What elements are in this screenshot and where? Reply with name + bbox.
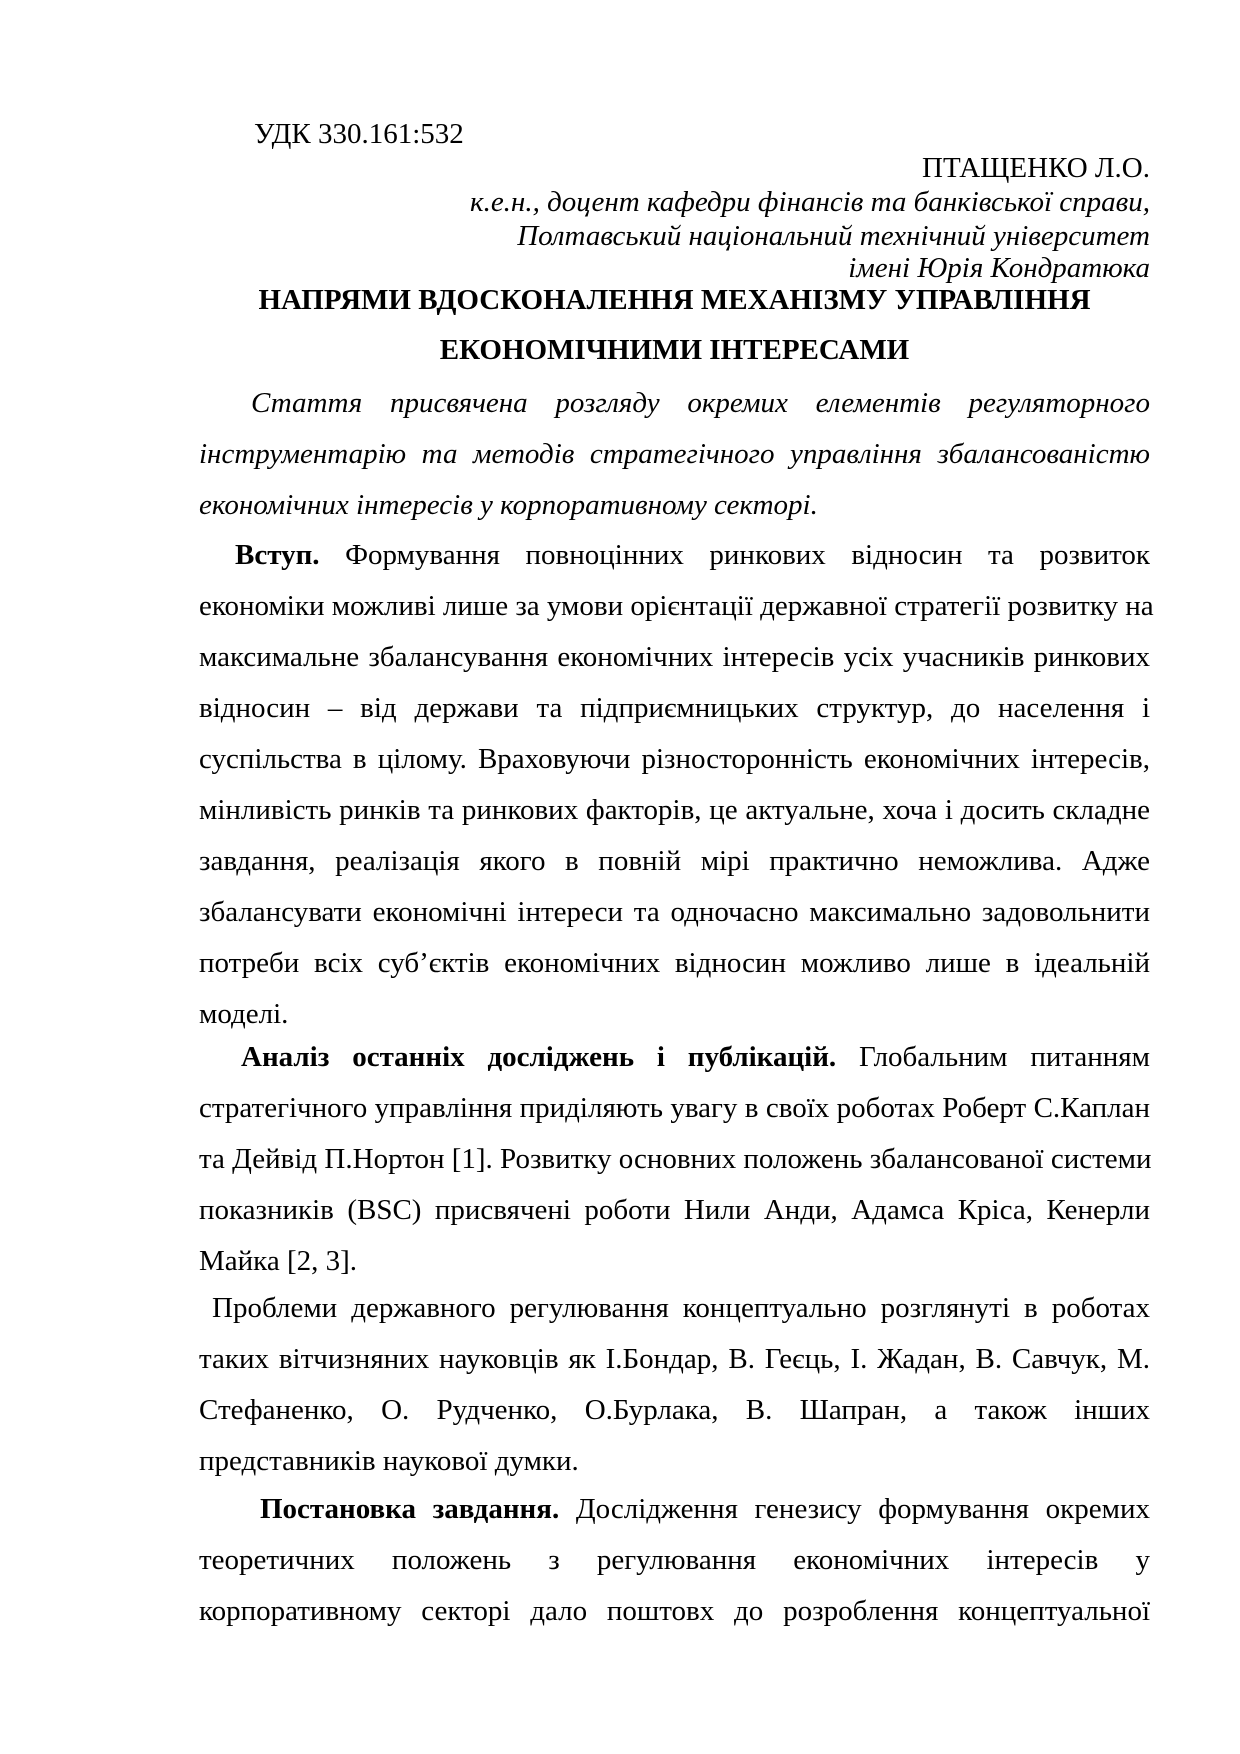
abstract	[199, 378, 1150, 531]
line-text: таких вітчизняних науковців як І.Бондар, В. Геєць, І. Жадан, В. Савчук, М.	[199, 1343, 1150, 1375]
text-line	[199, 581, 1154, 632]
text-line	[199, 429, 1150, 480]
line-text: мінливість ринків та ринкових факторів, це актуальне, хоча і досить складне	[199, 794, 1150, 826]
text-line	[199, 1334, 1150, 1385]
author-name: ПТАЩЕНКО Л.О.	[922, 152, 1150, 184]
text-line	[199, 1385, 1150, 1436]
line-text: завдання, реалізація якого в повній мірі практично неможлива. Адже	[199, 845, 1150, 877]
line-text: збалансувати економічні інтереси та одночасно максимально задовольнити	[199, 896, 1150, 928]
text-line	[199, 1586, 1150, 1637]
text-line	[199, 1535, 1150, 1586]
line-text: Проблеми державного регулювання концептуально розглянуті в роботах	[212, 1292, 1150, 1324]
line-text: Дослідження генезису формування окремих	[575, 1493, 1150, 1525]
line-text: стратегічного управління приділяють увагу в своїх роботах Роберт С.Каплан	[199, 1092, 1150, 1124]
section-introduction	[199, 530, 1154, 1040]
text-line	[199, 1185, 1150, 1236]
text-line	[199, 480, 1150, 531]
text-line	[199, 530, 1150, 581]
author-university: Полтавський національний технічний університет	[517, 220, 1150, 252]
text-line	[199, 1484, 1150, 1535]
line-text: суспільства в цілому. Враховуючи різносторонність економічних інтересів,	[199, 743, 1150, 775]
text-line	[199, 734, 1150, 785]
text-line	[199, 1134, 1150, 1185]
text-line	[199, 378, 1150, 429]
line-text: максимальне збалансування економічних інтересів усіх учасників ринкових	[199, 641, 1150, 673]
section-state-regulation	[199, 1283, 1150, 1487]
section-literature-review	[199, 1032, 1150, 1287]
line-text: відносин – від держави та підприємницьких структур, до населення і	[199, 692, 1150, 724]
text-line	[199, 887, 1150, 938]
line-text: інструментарію та методів стратегічного управління збалансованістю	[199, 438, 1150, 470]
section-heading: Аналіз останніх досліджень і публікацій.	[241, 1041, 837, 1073]
line-text: моделі.	[199, 998, 289, 1030]
text-line	[199, 632, 1150, 683]
line-text: корпоративному секторі дало поштовх до розроблення концептуальної	[199, 1595, 1150, 1627]
line-text: представників наукової думки.	[199, 1445, 579, 1477]
article-title-line-2: ЕКОНОМІЧНИМИ ІНТЕРЕСАМИ	[439, 334, 910, 366]
author-university-name: імені Юрія Кондратюка	[848, 252, 1150, 284]
text-line	[199, 785, 1150, 836]
line-text: Формування повноцінних ринкових відносин та розвиток	[345, 539, 1150, 571]
line-text: показників (BSC) присвячені роботи Нили Анди, Адамса Кріса, Кенерли	[199, 1194, 1150, 1226]
section-heading: Вступ.	[235, 539, 320, 571]
text-line	[199, 683, 1150, 734]
section-problem-statement	[199, 1484, 1150, 1637]
udk-code: УДК 330.161:532	[254, 118, 464, 150]
line-text: Стефаненко, О. Рудченко, О.Бурлака, В. Шапран, а також інших	[199, 1394, 1150, 1426]
article-title-line-1: НАПРЯМИ ВДОСКОНАЛЕННЯ МЕХАНІЗМУ УПРАВЛІННЯ	[258, 284, 1091, 316]
text-line	[199, 1436, 1150, 1487]
text-line	[199, 1283, 1150, 1334]
text-line	[199, 1083, 1150, 1134]
line-text: економіки можливі лише за умови орієнтації державної стратегії розвитку на	[199, 590, 1154, 622]
line-text: теоретичних положень з регулювання економічних інтересів у	[199, 1544, 1150, 1576]
line-text: Глобальним питанням	[858, 1041, 1150, 1073]
line-text: потреби всіх суб’єктів економічних відносин можливо лише в ідеальній	[199, 947, 1150, 979]
line-text: економічних інтересів у корпоративному секторі.	[199, 489, 818, 521]
line-text: Майка [2, 3].	[199, 1245, 358, 1277]
text-line	[199, 1032, 1150, 1083]
author-position: к.е.н., доцент кафедри фінансів та банківської справи,	[470, 186, 1150, 218]
text-line	[199, 938, 1150, 989]
section-heading: Постановка завдання.	[260, 1493, 560, 1525]
text-line	[199, 836, 1150, 887]
line-text: та Дейвід П.Нортон [1]. Розвитку основних положень збалансованої системи	[199, 1143, 1152, 1175]
text-line	[199, 1236, 1150, 1287]
line-text: Стаття присвячена розгляду окремих елементів регуляторного	[251, 387, 1150, 419]
